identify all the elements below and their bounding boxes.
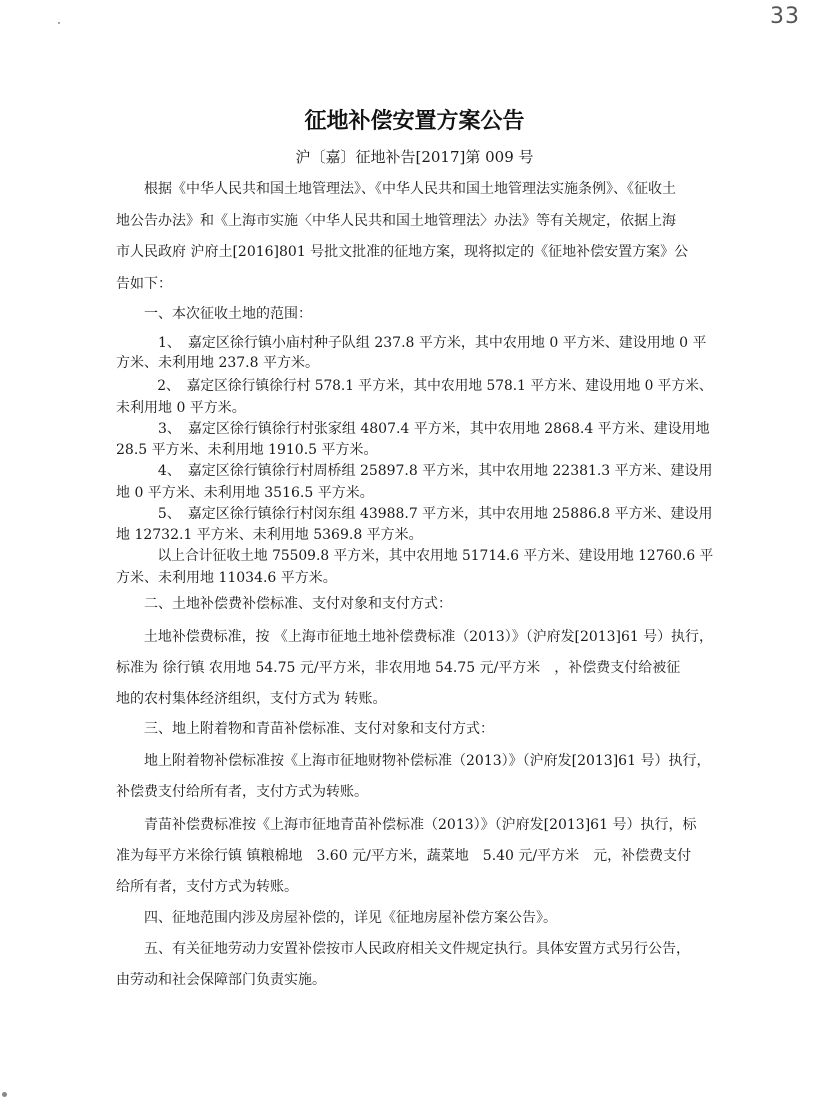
- body-line: 给所有者，支付方式为转账。: [116, 879, 298, 895]
- body-line: 补偿费支付给所有者，支付方式为转账。: [116, 784, 368, 800]
- body-line: 准为每平方米徐行镇 镇粮棉地 3.60 元/平方米，蔬菜地 5.40 元/平方米 元，补偿费支付: [116, 848, 692, 864]
- body-line: 28.5 平方米、未利用地 1910.5 平方米。: [116, 442, 378, 458]
- body-line: 4、 嘉定区徐行镇徐行村周桥组 25897.8 平方米，其中农用地 22381.3 平方米、建设用: [116, 463, 713, 479]
- document-number: 沪〔嘉〕征地补告[2017]第 009 号: [295, 148, 534, 166]
- body-line: 地上附着物补偿标准按《上海市征地财物补偿标准（2013）》（沪府发[2013]61 号）执行，: [116, 753, 711, 769]
- body-line: 地的农村集体经济组织，支付方式为 转账。: [116, 691, 387, 707]
- body-line: 五、有关征地劳动力安置补偿按市人民政府相关文件规定执行。具体安置方式另行公告，: [116, 941, 690, 957]
- body-line: 根据《中华人民共和国土地管理法》、《中华人民共和国土地管理法实施条例》、《征收土: [116, 181, 676, 197]
- body-line: 三、地上附着物和青苗补偿标准、支付对象和支付方式：: [116, 721, 494, 737]
- page-number: 33: [770, 4, 800, 29]
- scan-dot-mark: [58, 22, 60, 24]
- body-line: 方米、未利用地 237.8 平方米。: [116, 355, 319, 371]
- body-line: 土地补偿费标准，按 《上海市征地土地补偿费标准（2013）》（沪府发[2013]61 号）执行，: [116, 629, 713, 645]
- body-line: 5、 嘉定区徐行镇徐行村闵东组 43988.7 平方米，其中农用地 25886.8 平方米、建设用: [116, 506, 713, 522]
- body-line: 未利用地 0 平方米。: [116, 400, 246, 416]
- body-line: 四、征地范围内涉及房屋补偿的，详见《征地房屋补偿方案公告》。: [116, 910, 557, 926]
- body-line: 1、 嘉定区徐行镇小庙村种子队组 237.8 平方米，其中农用地 0 平方米、建设用地 0 平: [116, 335, 707, 351]
- body-line: 告如下：: [116, 276, 172, 292]
- body-line: 标准为 徐行镇 农用地 54.75 元/平方米，非农用地 54.75 元/平方米 ，补偿费支付给被征: [116, 660, 681, 676]
- scan-dot-mark: [2, 1092, 7, 1097]
- body-line: 市人民政府 沪府土[2016]801 号批文批准的征地方案，现将拟定的《征地补偿安置方案》公: [116, 244, 689, 260]
- body-line: 2、 嘉定区徐行镇徐行村 578.1 平方米，其中农用地 578.1 平方米、建设用地 0 平方米、: [116, 378, 713, 394]
- body-line: 地公告办法》和《上海市实施〈中华人民共和国土地管理法〉办法》等有关规定，依据上海: [116, 213, 676, 229]
- body-line: 3、 嘉定区徐行镇徐行村张家组 4807.4 平方米，其中农用地 2868.4 平方米、建设用地: [116, 421, 710, 437]
- body-line: 地 0 平方米、未利用地 3516.5 平方米。: [116, 485, 374, 501]
- body-line: 一、本次征收土地的范围：: [116, 306, 312, 322]
- body-line: 二、土地补偿费补偿标准、支付对象和支付方式：: [116, 596, 452, 612]
- body-line: 青苗补偿费标准按《上海市征地青苗补偿标准（2013）》（沪府发[2013]61 号）执行，标: [116, 817, 697, 833]
- body-line: 方米、未利用地 11034.6 平方米。: [116, 570, 337, 586]
- page-title: 征地补偿安置方案公告: [304, 109, 525, 134]
- body-line: 以上合计征收土地 75509.8 平方米，其中农用地 51714.6 平方米、建设用地 12760.6 平: [116, 548, 714, 564]
- body-line: 地 12732.1 平方米、未利用地 5369.8 平方米。: [116, 527, 423, 543]
- body-line: 由劳动和社会保障部门负责实施。: [116, 972, 326, 988]
